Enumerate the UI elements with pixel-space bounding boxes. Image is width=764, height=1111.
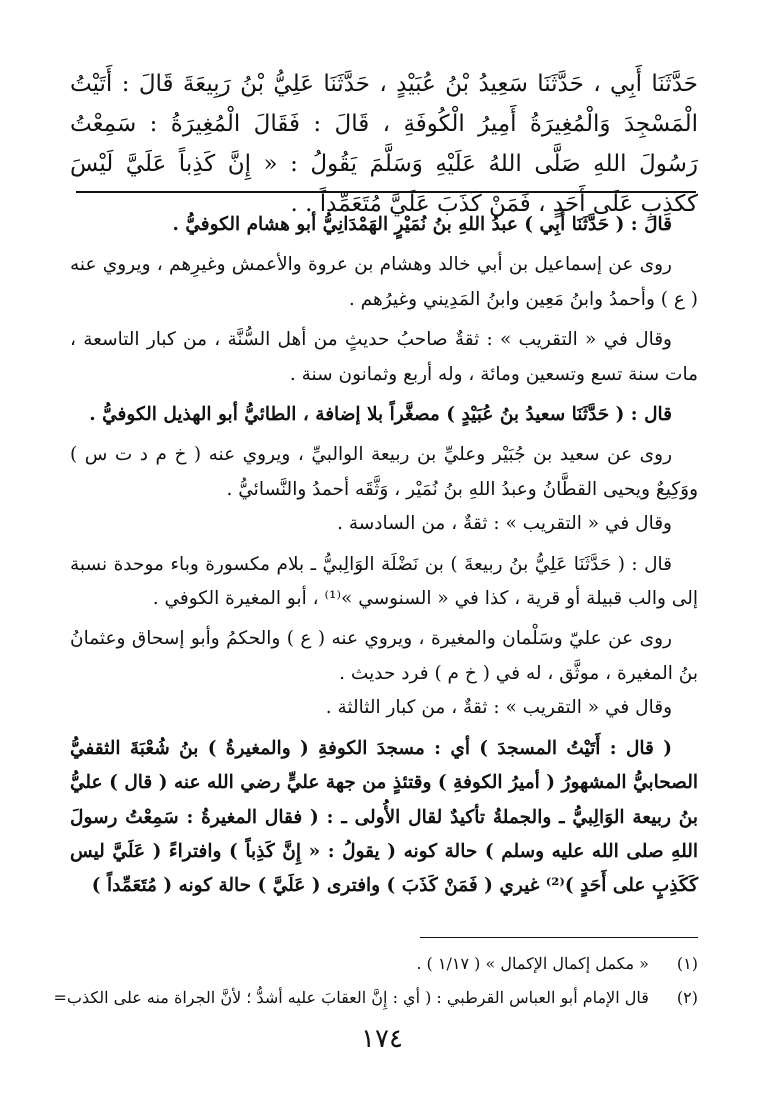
commentary-paragraph-4: قال : ( حَدَّثَنَا سعيدُ بنُ عُبَيْدٍ ) مصغَّراً بلا إضافة ، الطائيُّ أبو الهذيل الكوفيُّ . [89, 404, 672, 426]
footnote-2-text: قال الإمام أبو العباس القرطبي : ( أي : إِنَّ العقابَ عليه أشدُّ ؛ لأنَّ الجراة منه على الكذب= [53, 988, 649, 1007]
footnote-1-text: « مكمل إكمال الإكمال » ( ١/١٧ ) . [416, 954, 649, 973]
footnotes [53, 947, 698, 1015]
commentary-paragraph-9: وقال في « التقريب » : ثقةٌ ، من كبار الثالثة . [325, 697, 672, 719]
footnote-1-number: (١) [676, 954, 698, 973]
commentary-paragraph-2: روى عن إسماعيل بن أبي خالد وهشام بن عروة والأعمش وغيرِهم ، ويروي عنه ( ع ) وأحمدُ وابنُ مَعِين وابنُ المَدِيني وغيرُهم . [70, 254, 698, 310]
commentary-paragraph-1: قال : ( حَدَّثَنَا أَبِي ) عبدُ اللهِ بنُ نُمَيْرٍ الهَمْدَانِيُّ أبو هشام الكوفيُّ . [172, 214, 672, 235]
footnote-2 [53, 981, 698, 1015]
main-divider [76, 191, 696, 193]
footnote-1 [70, 947, 698, 981]
page-number: ١٧٤ [361, 1024, 403, 1054]
commentary-paragraph-3: وقال في « التقريب » : ثقةٌ صاحبُ حديثٍ من أهل السُّنَّة ، من كبار التاسعة ، مات سنة تسع وتسعين ومائة ، وله أربع وثمانون سنة . [70, 329, 698, 385]
footnote-divider [420, 937, 698, 938]
commentary-paragraph-8: روى عن عليّ وسَلْمان والمغيرة ، ويروي عنه ( ع ) والحكمُ وأبو إسحاق وعثمانُ بنُ المغيرة ، موثَّق ، له في ( خ م ) فرد حديث . [70, 628, 698, 684]
commentary [70, 208, 698, 904]
commentary-paragraph-7: قال : ( حَدَّثَنَا عَلِيُّ بنُ ربيعةَ ) بن نَضْلَة الوَالِبيُّ ـ بلام مكسورة وباء موحدة نسبة إلى والب قبيلة أو قرية ، كذا في « السنوسي »⁽¹⁾ ، أبو المغيرة الكوفي . [70, 553, 698, 610]
commentary-paragraph-6: وقال في « التقريب » : ثقةٌ ، من السادسة . [337, 513, 672, 535]
footnote-2-number: (٢) [676, 988, 698, 1007]
commentary-paragraph-10: ( قال : أَتَيْتُ المسجدَ ) أي : مسجدَ الكوفةِ ( والمغيرةُ ) بنُ شُعْبَةَ الثقفيُّ الصحابيُّ المشهورُ ( أميرُ الكوفةِ ) وقتئذٍ من جهة عليٍّ رضي الله عنه ( قال ) عليُّ بنُ ربيعة الوَالِبيُّ ـ والجملةُ تأكيدٌ لقال الأُولى ـ : ( فقال المغيرةُ : سَمِعْتُ رسولَ اللهِ صلى الله عليه وسلم ) حالة كونه ( يقولُ : « إِنَّ كَذِباً ) وافتراءً ( عَلَيَّ ليس كَكَذِبٍ على أَحَدٍ )⁽²⁾ غيري ( فَمَنْ كَذَبَ ) وافترى ( عَلَيَّ ) حالة كونه ( مُتَعَمِّداً ) [70, 737, 698, 897]
hadith-text: حَدَّثَنَا أَبِي ، حَدَّثَنَا سَعِيدُ بْنُ عُبَيْدٍ ، حَدَّثَنَا عَلِيُّ بْنُ رَبِيعَةَ قَالَ : أَتَيْتُ الْمَسْجِدَ وَالْمُغِيرَةُ أَمِيرُ الْكُوفَةِ ، قَالَ : فَقَالَ الْمُغِيرَةُ : سَمِعْتُ رَسُولَ اللهِ صَلَّى اللهُ عَلَيْهِ وَسَلَّمَ يَقُولُ : « إِنَّ كَذِباً عَلَيَّ لَيْسَ كَكَذِبٍ عَلَى أَحَدٍ ، فَمَنْ كَذَبَ عَلَيَّ مُتَعَمِّداً . . [70, 71, 698, 217]
commentary-paragraph-5: روى عن سعيد بن جُبَيْر وعليِّ بن ربيعة الوالبيِّ ، ويروي عنه ( خ م د ت س ) ووَكِيعٌ ويحيى القطَّانُ وعبدُ اللهِ بنُ نُمَيْر ، وَثَّقَه أحمدُ والنَّسائيُّ . [70, 444, 698, 500]
